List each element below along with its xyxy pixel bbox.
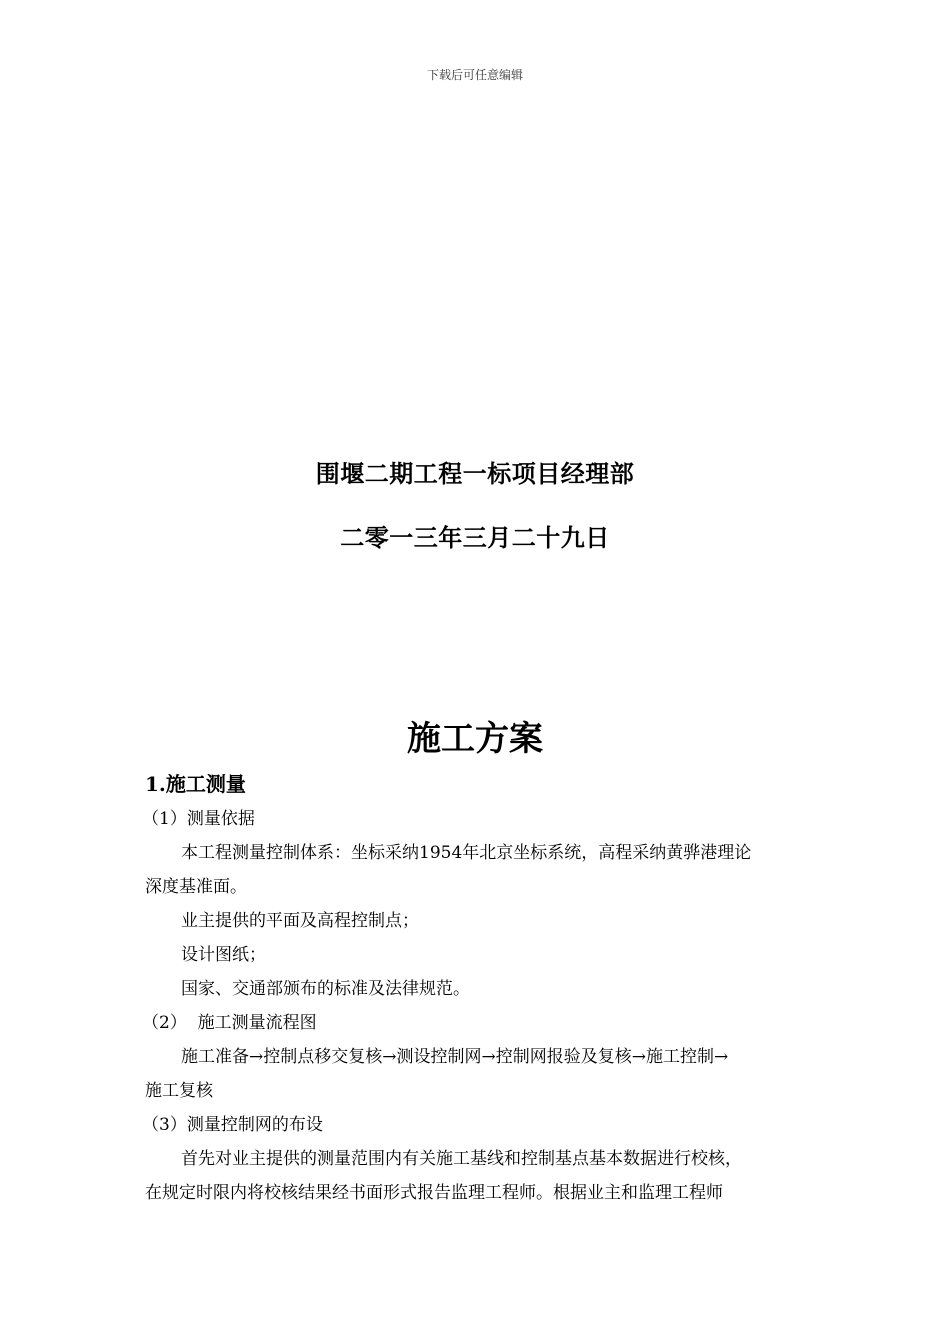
document-title: 施工方案 (407, 719, 543, 759)
paragraph-line: 本工程测量控制体系：坐标采纳1954年北京坐标系统，高程采纳黄骅港理论 (181, 843, 752, 863)
subsection-heading-basis: （1）测量依据 (142, 809, 255, 829)
paragraph-line: 施工复核 (145, 1081, 213, 1101)
subsection-heading-control-network: （3）测量控制网的布设 (142, 1115, 323, 1135)
document-body (142, 770, 835, 1210)
cover-date: 二零一三年三月二十九日 (340, 523, 610, 552)
paragraph-line: 设计图纸； (181, 945, 266, 965)
paragraph-line: 国家、交通部颁布的标准及法律规范。 (181, 979, 470, 999)
watermark-text: 下载后可任意编辑 (426, 68, 523, 82)
section-heading: 1.施工测量 (145, 772, 246, 796)
paragraph-line: 业主提供的平面及高程控制点； (181, 911, 419, 931)
paragraph-line: 在规定时限内将校核结果经书面形式报告监理工程师。根据业主和监理工程师 (145, 1183, 723, 1203)
paragraph-line: 施工准备→控制点移交复核→测设控制网→控制网报验及复核→施工控制→ (181, 1047, 729, 1067)
subsection-heading-flowchart: （2） 施工测量流程图 (142, 1013, 317, 1033)
paragraph-line: 首先对业主提供的测量范围内有关施工基线和控制基点基本数据进行校核， (181, 1149, 742, 1169)
organization-name: 围堰二期工程一标项目经理部 (315, 459, 635, 488)
paragraph-line: 深度基准面。 (145, 877, 247, 897)
